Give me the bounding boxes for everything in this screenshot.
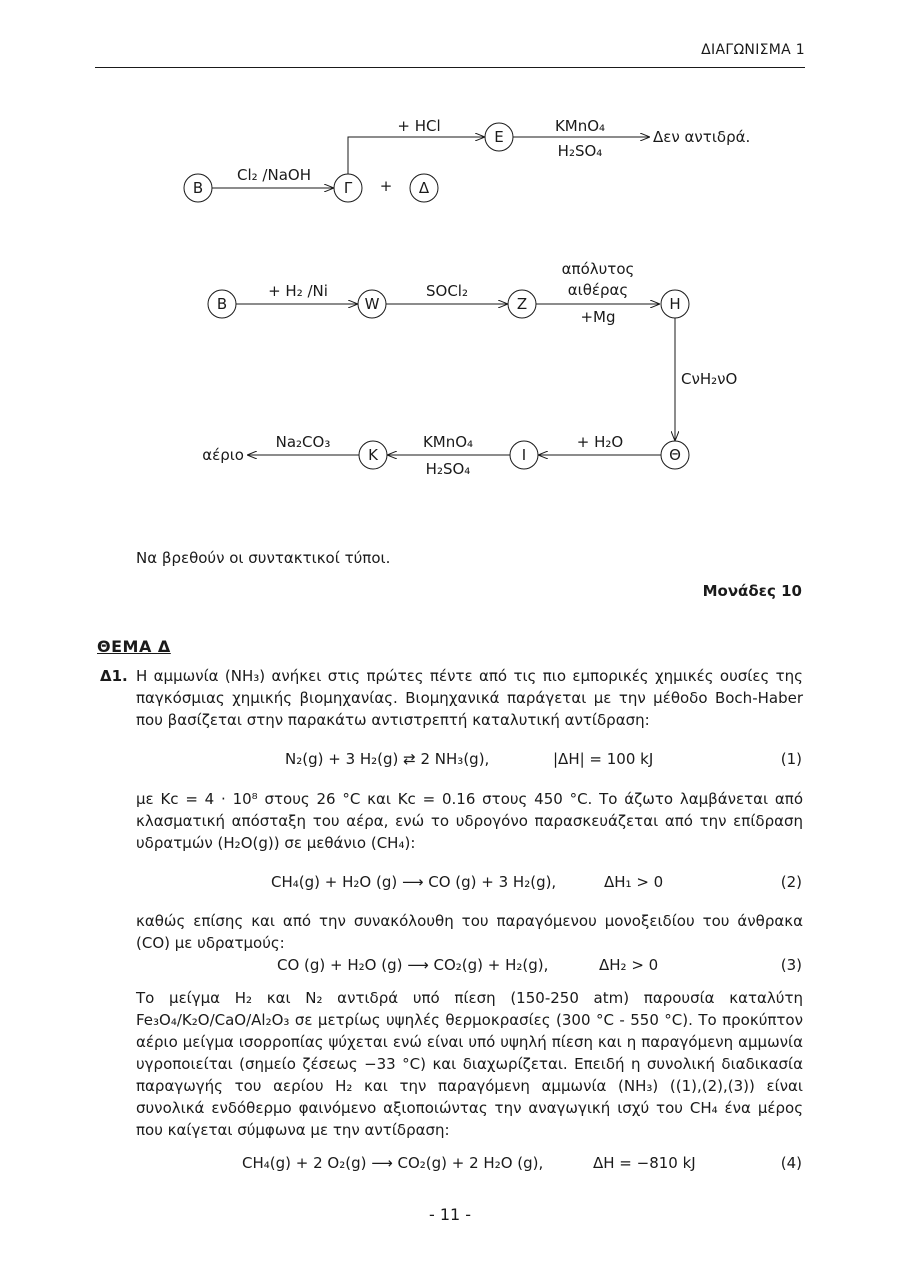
equation-4-number: (4) bbox=[780, 1154, 802, 1172]
equation-1-number: (1) bbox=[780, 750, 802, 768]
node-d-label: Δ bbox=[418, 179, 430, 197]
reagent-cnh2no: CνH₂νO bbox=[681, 370, 738, 388]
reagent-ether-line1: απόλυτος bbox=[561, 260, 635, 278]
reagent-h2-ni: + H₂ /Ni bbox=[268, 282, 328, 300]
equation-3-enthalpy: ΔH₂ > 0 bbox=[599, 956, 659, 974]
running-header: ΔΙΑΓΩΝΙΣΜΑ 1 bbox=[701, 42, 805, 58]
node-b2-label: B bbox=[216, 295, 228, 313]
question-d1-label: Δ1. bbox=[100, 667, 128, 685]
reagent-kmno4-1: KMnO₄ bbox=[554, 117, 606, 135]
reagent-ether-line2: αιθέρας bbox=[567, 281, 629, 299]
equation-3-number: (3) bbox=[780, 956, 802, 974]
theme-title: ΘΕΜΑ Δ bbox=[97, 637, 171, 656]
paragraph-4: Το μείγμα H₂ και N₂ αντιδρά υπό πίεση (150-250 atm) παρουσία καταλύτη Fe₃O₄/K₂O/CaO/Al₂O₃ σε μετρίως υψηλές θερμοκρασίες (300 °C - 550 °C). Το προκύπτον αέριο μείγμα ισορροπίας ψύχεται ενώ είναι υπό υψηλή πίεση και η παραγόμενη αμμωνία υγροποιείται (σημείο ζέσεως −33 °C) και διαχωρίζεται. Επειδή η συνολική διαδικασία παραγωγής του αερίου H₂ και την παραγόμενη αμμωνία (NH₃) ((1),(2),(3)) είναι συνολικά ενδόθερμο φαινόμενο αξιοποιώντας την αναγωγική ισχύ του CH₄ ένα μέρος που καίγεται σύμφωνα με την αντίδραση: bbox=[136, 989, 803, 1139]
equation-4: CH₄(g) + 2 O₂(g) ⟶ CO₂(g) + 2 H₂O (g), bbox=[242, 1154, 544, 1172]
arrow-g-to-e bbox=[348, 137, 484, 174]
node-theta-label: Θ bbox=[669, 446, 681, 464]
node-g-label: Γ bbox=[343, 179, 353, 197]
equation-4-enthalpy: ΔH = −810 kJ bbox=[593, 1154, 696, 1172]
reagent-socl2: SOCl₂ bbox=[426, 282, 468, 300]
reagent-kmno4-2: KMnO₄ bbox=[422, 433, 474, 451]
plus-sign: + bbox=[379, 177, 393, 195]
node-z-label: Z bbox=[516, 295, 528, 313]
reagent-h2o: + H₂O bbox=[576, 433, 624, 451]
paragraph-1: Η αμμωνία (NH₃) ανήκει στις πρώτες πέντε από τις πιο εμπορικές χημικές ουσίες της παγκόσμιας χημικής βιομηχανίας. Βιομηχανικά παράγεται με την μέθοδο Boch-Haber που βασίζεται στην παρακάτω αντιστρεπτή καταλυτική αντίδραση: bbox=[136, 667, 803, 729]
equation-1: N₂(g) + 3 H₂(g) ⇄ 2 NH₃(g), bbox=[285, 750, 490, 768]
equation-3: CO (g) + H₂O (g) ⟶ CO₂(g) + H₂(g), bbox=[277, 956, 549, 974]
paragraph-3: καθώς επίσης και από την συνακόλουθη του παραγόμενου μονοξειδίου του άνθρακα (CO) με υδρατμούς: bbox=[136, 912, 803, 952]
paragraph-2: με Kc = 4 · 10⁸ στους 26 °C και Kc = 0.16 στους 450 °C. Το άζωτο λαμβάνεται από κλασματική απόσταξη του αέρα, ενώ το υδρογόνο παρασκευάζεται από την επίδραση υδρατμών (H₂O(g)) σε μεθάνιο (CH₄): bbox=[136, 790, 803, 852]
reagent-cl2-naoh: Cl₂ /NaOH bbox=[237, 166, 311, 184]
reagent-na2co3: Na₂CO₃ bbox=[275, 433, 331, 451]
node-h-label: H bbox=[669, 295, 681, 313]
reaction-scheme-2 bbox=[0, 250, 900, 490]
marks-label: Μονάδες 10 bbox=[702, 582, 802, 600]
equation-2-number: (2) bbox=[780, 873, 802, 891]
no-reaction-label: Δεν αντιδρά. bbox=[653, 128, 751, 146]
node-k-label: K bbox=[368, 446, 378, 464]
equation-2: CH₄(g) + H₂O (g) ⟶ CO (g) + 3 H₂(g), bbox=[271, 873, 557, 891]
reagent-mg: +Mg bbox=[580, 308, 616, 326]
node-i-label: I bbox=[521, 446, 527, 464]
page-number: - 11 - bbox=[428, 1205, 472, 1224]
equation-1-enthalpy: |ΔH| = 100 kJ bbox=[553, 750, 654, 768]
reagent-hcl: + HCl bbox=[397, 117, 441, 135]
node-w-label: W bbox=[364, 295, 380, 313]
equation-2-enthalpy: ΔH₁ > 0 bbox=[604, 873, 664, 891]
node-e-label: E bbox=[494, 128, 504, 146]
node-b-label: B bbox=[192, 179, 204, 197]
header-rule bbox=[95, 67, 805, 68]
gas-label: αέριο bbox=[202, 446, 244, 464]
reagent-h2so4-2: H₂SO₄ bbox=[425, 460, 471, 478]
reagent-h2so4-1: H₂SO₄ bbox=[557, 142, 603, 160]
instruction-text: Να βρεθούν οι συντακτικοί τύποι. bbox=[136, 549, 391, 567]
